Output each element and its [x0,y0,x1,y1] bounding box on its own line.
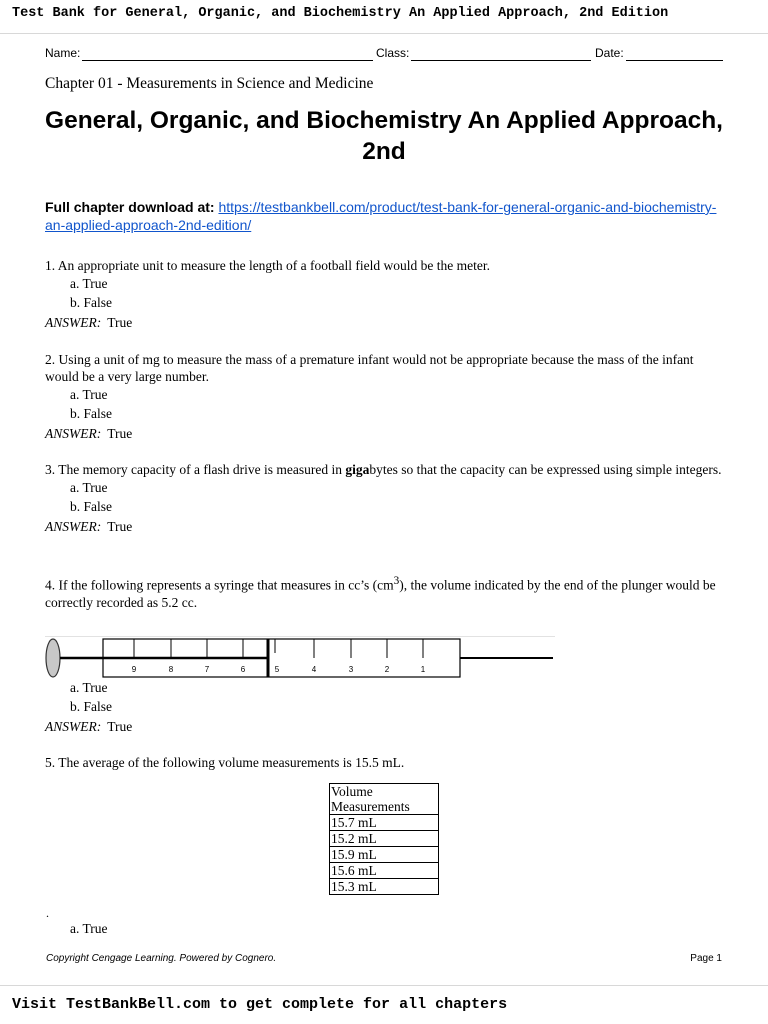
question-text: 5. The average of the following volume measurements is 15.5 mL. [45,755,405,770]
question-4-choices [45,678,445,738]
name-class-date-row [45,45,723,63]
answer-value: True [107,426,133,441]
page-title: General, Organic, and Biochemistry An Applied Approach, 2nd [45,107,723,165]
choice-false: b. False [70,295,112,310]
table-row [330,863,439,879]
choice-true: a. True [70,276,108,291]
choice-true: a. True [70,680,108,695]
bottom-banner: Visit TestBankBell.com to get complete for all chapters [12,996,508,1013]
name-field[interactable] [82,60,373,61]
table-header-row [330,784,439,815]
answer-line [45,516,725,538]
question-1 [45,257,725,334]
choice-true: a. True [70,921,108,936]
table-cell: 15.2 mL [330,831,439,847]
question-text: 2. Using a unit of mg to measure the mass of a premature infant would not be appropriate because the mass of the infant would be a very large number. [45,352,694,384]
scale-label-1: 1 [420,665,426,674]
answer-value: True [107,719,133,734]
question-5 [45,754,725,771]
table-row [330,847,439,863]
choice-true: a. True [70,480,108,495]
table-row [330,815,439,831]
top-divider [0,33,768,34]
volume-table [329,783,439,895]
class-label: Class: [376,46,410,60]
answer-label: ANSWER: [45,426,102,441]
date-label: Date: [595,46,624,60]
name-label: Name: [45,46,81,60]
stray-mark: . [46,906,49,920]
choice-false: b. False [70,406,112,421]
answer-line [45,716,445,738]
answer-line [45,423,725,445]
table-cell: 15.3 mL [330,879,439,895]
scale-label-2: 2 [384,665,390,674]
syringe-diagram [45,636,555,680]
question-4 [45,573,725,611]
scale-label-6: 6 [240,665,246,674]
table-row [330,831,439,847]
bottom-divider [0,985,768,986]
answer-label: ANSWER: [45,315,102,330]
copyright-notice: Copyright Cengage Learning. Powered by Cognero. [46,953,277,964]
bold-prefix: giga [345,462,370,477]
download-label: Full chapter download at: [45,199,215,215]
class-field[interactable] [411,60,591,61]
table-cell: 15.7 mL [330,815,439,831]
choice-true: a. True [70,387,108,402]
plunger-thumb [46,639,60,677]
question-3 [45,461,725,538]
answer-value: True [107,519,133,534]
answer-label: ANSWER: [45,519,102,534]
scale-label-4: 4 [311,665,317,674]
download-link[interactable]: https://testbankbell.com/product/test-bank-for-general-organic-and-biochemistry-an-applied-approach-2nd-edition/ [45,199,717,233]
scale-label-9: 9 [131,665,137,674]
date-field[interactable] [626,60,723,61]
question-2 [45,351,725,445]
scale-label-3: 3 [348,665,354,674]
table-row [330,879,439,895]
answer-value: True [107,315,133,330]
scale-label-8: 8 [168,665,174,674]
table-cell: 15.9 mL [330,847,439,863]
top-banner: Test Bank for General, Organic, and Biochemistry An Applied Approach, 2nd Edition [12,6,669,21]
question-text: 1. An appropriate unit to measure the length of a football field would be the meter. [45,258,490,273]
question-text: 3. The memory capacity of a flash drive is measured in gigabytes so that the capacity can be expressed using simple integers. [45,462,722,477]
table-header: Volume Measurements [330,784,439,815]
answer-label: ANSWER: [45,719,102,734]
download-line [45,198,735,234]
table-cell: 15.6 mL [330,863,439,879]
scale-label-5: 5 [274,665,280,674]
superscript: 3 [393,575,400,587]
scale-label-7: 7 [204,665,210,674]
choice-false: b. False [70,699,112,714]
page-number: Page 1 [690,953,722,964]
question-text: 4. If the following represents a syringe that measures in cc’s $(cm^3)$, the volume indicated by the end of the plunger would be correctly recorded as 5.2 cc. [45,575,716,610]
answer-line [45,312,725,334]
choice-false: b. False [70,499,112,514]
chapter-heading: Chapter 01 - Measurements in Science and Medicine [45,75,374,92]
